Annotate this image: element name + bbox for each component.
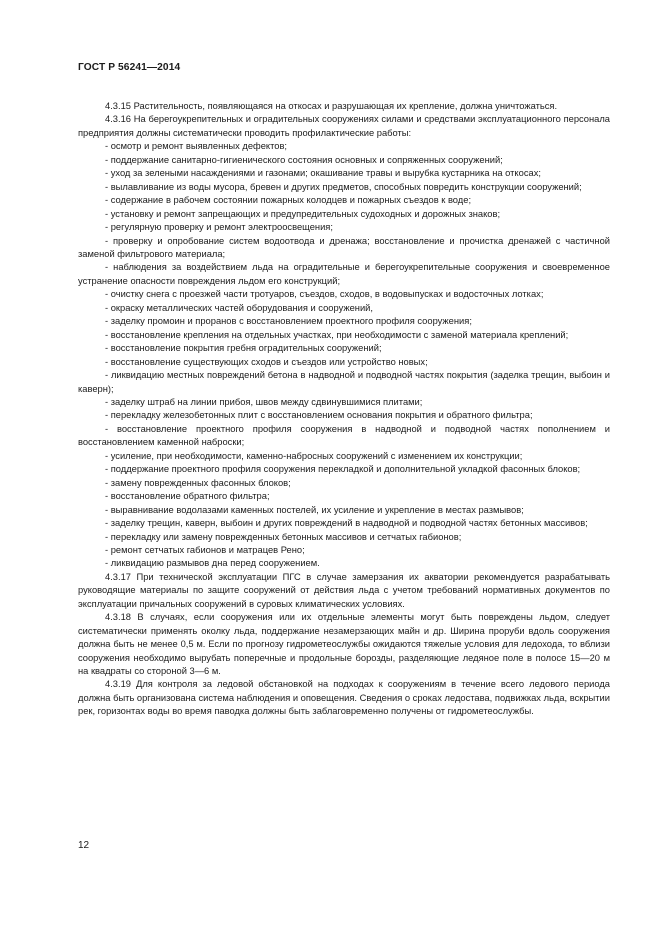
- list-item: - ликвидацию размывов дна перед сооружением.: [105, 558, 320, 569]
- list-item: - восстановление покрытия гребня оградительных сооружений;: [105, 343, 382, 354]
- list-item: - замену поврежденных фасонных блоков;: [105, 477, 291, 488]
- list-item: - окраску металлических частей оборудования и сооружений,: [105, 302, 373, 313]
- list-item: - поддержание санитарно-гигиенического состояния основных и сопряженных сооружений;: [105, 154, 503, 165]
- list-item: - осмотр и ремонт выявленных дефектов;: [105, 141, 288, 152]
- list-item: - очистку снега с проезжей части тротуаров, съездов, сходов, в водовыпусках и водосточных лотках;: [105, 289, 544, 300]
- clause-paragraph: 4.3.17 При технической эксплуатации ПГС в случае замерзания их акватории рекомендуется разрабатывать руководящие материалы по защите сооружений от действия льда с учетом требований нормативных документов по эксплуатации причальных сооружений в суровых климатических условиях.: [78, 571, 610, 609]
- list-item: - восстановление крепления на отдельных участках, при необходимости с заменой материала креплений;: [105, 329, 569, 340]
- clause-paragraph: 4.3.16 На берегоукрепительных и оградительных сооружениях силами и средствами эксплуатационного персонала предприятия должны систематически проводить профилактические работы:: [78, 114, 610, 138]
- page-number: 12: [78, 840, 90, 851]
- list-item: - вылавливание из воды мусора, бревен и других предметов, способных повредить конструкции сооружений;: [105, 181, 582, 192]
- list-item: - регулярную проверку и ремонт электроосвещения;: [105, 222, 333, 233]
- list-item: - перекладку или замену поврежденных бетонных массивов и сетчатых габионов;: [105, 531, 462, 542]
- list-item: - поддержание проектного профиля сооружения перекладкой и дополнительной укладкой фасонных блоков;: [105, 464, 581, 475]
- list-item: - наблюдения за воздействием льда на оградительные и берегоукрепительные сооружения и своевременное устранение опасности повреждения льдом его конструкций;: [78, 262, 610, 286]
- list-item: - установку и ремонт запрещающих и предупредительных судоходных и дорожных знаков;: [105, 208, 501, 219]
- list-item: - заделку штраб на линии прибоя, швов между сдвинувшимися плитами;: [105, 396, 423, 407]
- list-item: - ремонт сетчатых габионов и матрацев Рено;: [105, 544, 305, 555]
- list-item: - восстановление обратного фильтра;: [105, 491, 270, 502]
- list-item: - выравнивание водолазами каменных постелей, их усиление и укрепление в местах размывов;: [105, 504, 524, 515]
- clause-paragraph: 4.3.19 Для контроля за ледовой обстановкой на подходах к сооружениям в течение всего ледового периода должна быть организована система наблюдения и оповещения. Сведения о сроках ледостава, подвижках льда, вскрытии рек, горизонтах воды во время паводка должны быть заблаговременно получены от гидрометеослужбы.: [78, 679, 610, 717]
- document-body: [78, 100, 610, 719]
- list-item: - ликвидацию местных повреждений бетона в надводной и подводной частях покрытия (заделка трещин, выбоин и каверн);: [78, 370, 610, 394]
- clause-paragraph: 4.3.18 В случаях, если сооружения или их отдельные элементы могут быть повреждены льдом, следует систематически применять околку льда, поддержание незамерзающих майн и др. Ширина проруби вдоль сооружения должна быть не менее 0,5 м. Если по прогнозу гидрометеослужбы ожидаются тяжелые условия для ледохода, то вблизи сооружения необходимо вырубать поперечные и продольные борозды, разделяющие ледяное поле в полосе 15—20 м на квадраты со стороной 3—6 м.: [78, 612, 610, 677]
- document-id-header: ГОСТ Р 56241—2014: [78, 62, 181, 73]
- list-item: - заделку промоин и проранов с восстановлением проектного профиля сооружения;: [105, 316, 472, 327]
- clause-paragraph: 4.3.15 Растительность, появляющаяся на откосах и разрушающая их крепление, должна уничтожаться.: [105, 101, 558, 111]
- list-item: - уход за зелеными насаждениями и газонами; окашивание травы и вырубка кустарника на откосах;: [105, 168, 541, 179]
- list-item: - усиление, при необходимости, каменно-набросных сооружений с изменением их конструкции;: [105, 450, 523, 461]
- list-item: - перекладку железобетонных плит с восстановлением основания покрытия и обратного фильтра;: [105, 410, 533, 421]
- list-item: - восстановление существующих сходов и съездов или устройство новых;: [105, 356, 428, 367]
- list-item: - проверку и опробование систем водоотвода и дренажа; восстановление и прочистка дренажей с частичной заменой фильтрового материала;: [78, 235, 610, 259]
- list-item: - восстановление проектного профиля сооружения в надводной и подводной частях пополнением и восстановлением каменной наброски;: [78, 423, 610, 448]
- list-item: - содержание в рабочем состоянии пожарных колодцев и пожарных съездов к воде;: [105, 195, 472, 206]
- list-item: - заделку трещин, каверн, выбоин и других повреждений в надводной и подводной частях бетонных массивов;: [105, 518, 588, 529]
